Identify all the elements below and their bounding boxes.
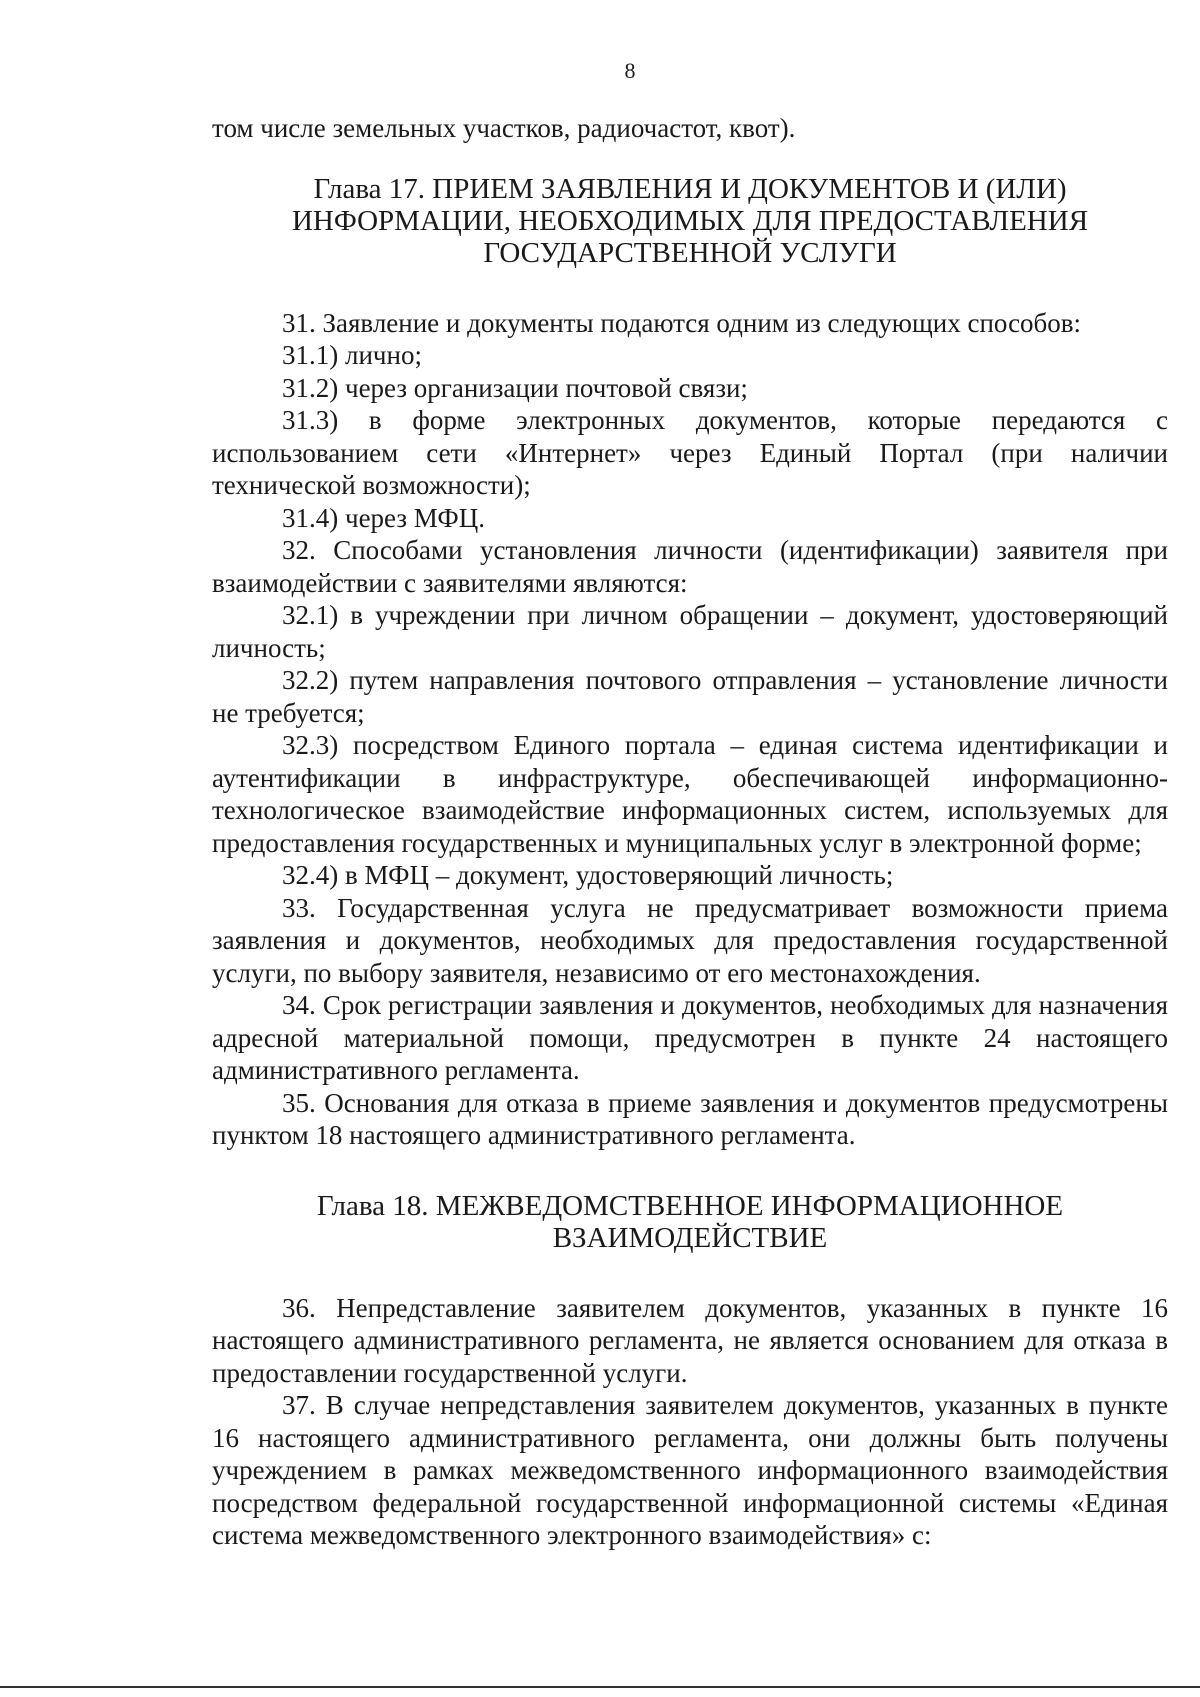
chapter-18-line: Глава 18. МЕЖВЕДОМСТВЕННОЕ ИНФОРМАЦИОННОЕ: [316, 1189, 1064, 1222]
document-body: [212, 112, 1168, 1552]
chapter-18-heading: [212, 1190, 1168, 1254]
page-number: 8: [624, 58, 636, 83]
paragraph-32-1: 32.1) в учреждении при личном обращении – документ, удостоверяющий личность;: [212, 600, 1168, 663]
chapter-17-line: Глава 17. ПРИЕМ ЗАЯВЛЕНИЯ И ДОКУМЕНТОВ И (ИЛИ): [313, 172, 1067, 205]
chapter-17-heading: [212, 173, 1168, 269]
paragraph-32-4: 32.4) в МФЦ – документ, удостоверяющий личность;: [282, 860, 894, 890]
chapter-17-line: ГОСУДАРСТВЕННОЙ УСЛУГИ: [483, 236, 897, 269]
paragraph-31-3: 31.3) в форме электронных документов, которые передаются с использованием сети «Интернет» через Единый Портал (при наличии технической возможности);: [212, 405, 1168, 500]
scan-bottom-edge: [0, 1686, 1200, 1688]
paragraph-31: 31. Заявление и документы подаются одним из следующих способов:: [282, 307, 1082, 338]
paragraph-32-3: 32.3) посредством Единого портала – единая система идентификации и аутентификации в инфраструктуре, обеспечивающей информационно-технологическое взаимодействие информационных систем, используемых для предоставления государственных и муниципальных услуг в электронной форме;: [212, 730, 1168, 858]
paragraph-31-1: 31.1) лично;: [282, 340, 422, 370]
chapter-18-line: ВЗАИМОДЕЙСТВИЕ: [552, 1221, 828, 1254]
chapter-18-section: [212, 1292, 1168, 1552]
paragraph-31-4: 31.4) через МФЦ.: [282, 502, 486, 533]
continuation-text: том числе земельных участков, радиочастот, квот).: [212, 113, 796, 143]
paragraph-32: 32. Способами установления личности (идентификации) заявителя при взаимодействии с заявителями являются:: [212, 535, 1168, 598]
paragraph-35: 35. Основания для отказа в приеме заявления и документов предусмотрены пунктом 18 настоящего административного регламента.: [212, 1087, 1168, 1150]
chapter-17-section: [212, 307, 1168, 1152]
paragraph-32-2: 32.2) путем направления почтового отправления – установление личности не требуется;: [212, 665, 1168, 728]
paragraph-33: 33. Государственная услуга не предусматривает возможности приема заявления и документов, необходимых для предоставления государственной услуги, по выбору заявителя, независимо от его местонахождения.: [212, 892, 1168, 988]
paragraph-37: 37. В случае непредставления заявителем документов, указанных в пункте 16 настоящего административного регламента, они должны быть получены учреждением в рамках межведомственного информационного взаимодействия посредством федеральной государственной информационной системы «Единая система межведомственного электронного взаимодействия» с:: [212, 1390, 1168, 1550]
chapter-17-line: ИНФОРМАЦИИ, НЕОБХОДИМЫХ ДЛЯ ПРЕДОСТАВЛЕНИЯ: [291, 204, 1089, 237]
paragraph-31-2: 31.2) через организации почтовой связи;: [282, 372, 748, 403]
paragraph-36: 36. Непредставление заявителем документов, указанных в пункте 16 настоящего административного регламента, не является основанием для отказа в предоставлении государственной услуги.: [212, 1292, 1168, 1388]
paragraph-34: 34. Срок регистрации заявления и документов, необходимых для назначения адресной материальной помощи, предусмотрен в пункте 24 настоящего административного регламента.: [212, 990, 1168, 1085]
